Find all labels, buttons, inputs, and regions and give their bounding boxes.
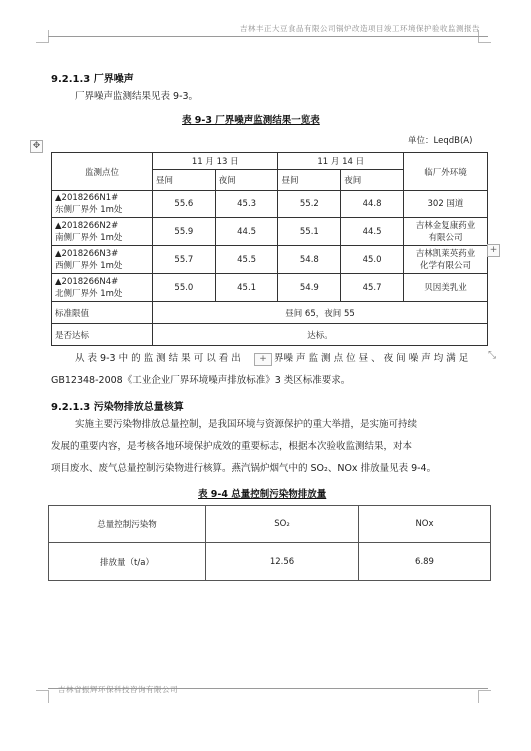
cell-point <box>52 218 153 246</box>
compliance-value: 达标。 <box>153 324 488 346</box>
t2-th-nox: NOx <box>359 506 491 543</box>
cell-env <box>403 191 487 218</box>
t2-th-item: 总量控制污染物 <box>49 506 206 543</box>
pollutant-table <box>48 505 491 581</box>
point-desc: 北侧厂界外 1m处 <box>55 288 123 299</box>
env-line: 302 国道 <box>427 199 464 209</box>
table-row <box>52 274 488 302</box>
env-line: 吉林金复康药业 <box>415 220 476 231</box>
pollutant-line1: 实施主要污染物排放总量控制，是我国环境与资源保护的重大举措，是实施可持续 <box>75 419 418 430</box>
point-desc: 西侧厂界外 1m处 <box>55 260 123 271</box>
th-point: 监测点位 <box>52 153 153 191</box>
compliance-label: 是否达标 <box>52 324 153 346</box>
cell-env <box>403 218 487 246</box>
cell-env <box>403 274 487 302</box>
resize-icon[interactable]: ⤡ <box>488 350 496 361</box>
cell-env <box>403 246 487 274</box>
cell-value: 55.7 <box>153 246 216 274</box>
table-row <box>49 543 491 581</box>
t2-th-so2: SO₂ <box>206 506 359 543</box>
cell-value: 54.9 <box>278 274 341 302</box>
cell-value: 44.5 <box>215 218 278 246</box>
point-id: ▲2018266N1# <box>55 193 119 203</box>
table-row <box>52 218 488 246</box>
env-line: 化学有限公司 <box>419 260 471 271</box>
cell-point <box>52 246 153 274</box>
cell-value: 45.0 <box>341 246 404 274</box>
t2-nox-value: 6.89 <box>359 543 491 581</box>
point-desc: 东侧厂界外 1m处 <box>55 205 123 215</box>
th-d1-day: 昼间 <box>153 170 216 191</box>
env-line: 贝因美乳业 <box>424 282 467 293</box>
t2-row-label: 排放量（t/a） <box>49 543 206 581</box>
t2-so2-value: 12.56 <box>206 543 359 581</box>
cell-value: 45.5 <box>215 246 278 274</box>
point-id: ▲2018266N4# <box>55 276 119 287</box>
cell-value: 55.6 <box>153 191 216 218</box>
cell-value: 45.7 <box>341 274 404 302</box>
cell-value: 55.2 <box>278 191 341 218</box>
table2-caption: 表 9-4 总量控制污染物排放量 <box>198 489 327 500</box>
th-d2-night: 夜间 <box>341 170 404 191</box>
cell-value: 55.0 <box>153 274 216 302</box>
section-heading-noise: 9.2.1.3 厂界噪声 <box>51 74 134 85</box>
cell-value: 44.8 <box>341 191 404 218</box>
analysis-line1-b: 界噪 声 监 测 点 位 昼 、 夜 间 噪 声 均 满 足 <box>274 353 469 364</box>
cell-point <box>52 274 153 302</box>
table-row <box>52 246 488 274</box>
crop-mark-bottom-right <box>478 690 491 703</box>
env-line: 有限公司 <box>428 232 463 243</box>
th-env: 临厂外环境 <box>403 153 487 191</box>
table-add-row-handle[interactable]: + <box>254 353 272 366</box>
pollutant-line2: 发展的重要内容，是考核各地环境保护成效的重要标志，根据本次验收监测结果，对本 <box>51 441 413 452</box>
table-row <box>52 191 488 218</box>
cell-value: 44.5 <box>341 218 404 246</box>
th-d2-day: 昼间 <box>278 170 341 191</box>
noise-intro: 厂界噪声监测结果见表 9-3。 <box>75 91 199 102</box>
header-rule <box>48 36 488 37</box>
section-heading-pollutant: 9.2.1.3 污染物排放总量核算 <box>51 402 184 413</box>
cell-point <box>52 191 153 218</box>
analysis-line1-a: 从 表 9-3 中 的 监 测 结 果 可 以 看 出 <box>75 353 241 364</box>
page-header: 吉林丰正大豆食品有限公司锅炉改造项目竣工环境保护验收监测报告 <box>240 24 480 33</box>
point-id: ▲2018266N2# <box>55 220 119 231</box>
limit-label: 标准限值 <box>52 302 153 324</box>
noise-table <box>51 152 488 346</box>
cell-value: 45.3 <box>215 191 278 218</box>
cell-value: 45.1 <box>215 274 278 302</box>
cell-value: 55.1 <box>278 218 341 246</box>
pollutant-line3: 项目废水、废气总量控制污染物进行核算。燕汽锅炉烟气中的 SO₂、NOx 排放量见表 9-4。 <box>51 463 437 474</box>
table-add-column-handle[interactable]: + <box>487 244 500 257</box>
cell-value: 55.9 <box>153 218 216 246</box>
table1-unit: 单位：LeqdB(A) <box>408 136 473 146</box>
th-date2: 11 月 14 日 <box>278 153 403 170</box>
crop-mark-bottom-left <box>36 690 49 703</box>
table1-caption: 表 9-3 厂界噪声监测结果一览表 <box>182 115 320 126</box>
th-d1-night: 夜间 <box>215 170 278 191</box>
page-footer: 吉林省振辉环保科技咨询有限公司 <box>58 685 178 694</box>
th-date1: 11 月 13 日 <box>153 153 278 170</box>
table-move-handle[interactable]: ✥ <box>30 140 43 153</box>
cell-value: 54.8 <box>278 246 341 274</box>
limit-value: 昼间 65，夜间 55 <box>153 302 488 324</box>
point-desc: 南侧厂界外 1m处 <box>55 232 123 243</box>
point-id: ▲2018266N3# <box>55 248 119 259</box>
analysis-line2: GB12348-2008《工业企业厂界环境噪声排放标准》3 类区标准要求。 <box>51 375 351 386</box>
env-line: 吉林凯莱英药业 <box>415 248 476 259</box>
